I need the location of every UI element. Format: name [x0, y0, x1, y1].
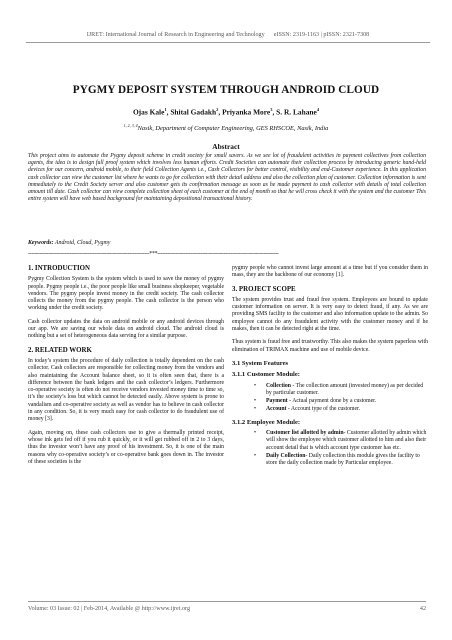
page-footer	[28, 606, 426, 612]
keywords-text: Android, Cloud, Pygmy	[54, 240, 111, 246]
journal-link[interactable]: http://www.ijret.org	[141, 606, 190, 612]
author-sup: 1	[164, 107, 167, 112]
customer-module-list	[232, 383, 428, 414]
list-item: • Account - Account type of the customer.	[254, 406, 361, 413]
author-list: Ojas Kale$^1$, Shital Gadakh$^2$, Priyanka More$^3$, S. R. Lahane$^4$	[132, 107, 320, 117]
affiliation	[20, 123, 432, 132]
bullet: •	[254, 398, 257, 405]
scope-paragraph: The system provides trust and fraud free system. Employees are bound to update customer information on server. It is very easy to detect fraud, if any. As we are providing SMS facility to the customer and also information update to the admin. So employee cannot do any fraudulent activity with the customer money and if he makes, then it can be detected right at the time.	[232, 296, 428, 333]
author: Priyanka More	[222, 107, 271, 117]
journal-header	[26, 32, 430, 38]
continued-paragraph: pygmy people who cannot invest large amount at a time but if you consider them in mass, they are the backbone of our economy [1].	[232, 265, 428, 279]
list-item: • Payment - Actual payment done by a customer.	[254, 398, 377, 405]
bullet: •	[254, 430, 257, 437]
project-scope-heading: 3. PROJECT SCOPE	[232, 285, 296, 293]
page-number: 42	[419, 606, 426, 612]
abstract-text: This project aims to automate the Pygmy deposit scheme in credit society for small savers. As we see lot of fraudulent activities in payment collectives from collection agents, the idea is to design full proof system which involves less human efforts. Credit Societies can automate their collection process by introducing generic hand-held devices for our concern, android mobile, to their field Collection Agents i.e., Cash Collectors for better control, visibility and end-Customer experience. In this application cash collector can view the customer list where he wants to go for collection with their detail address and also the collection plan of customer. Collection information is sent immediately to the Credit Society server and also customer gets its confirmation message as soon as he made payment to cash collector with details of total collection amount till date. Cash collector can view complete collection sheet of each customer at the end of month so that he will cross check it with the system and the customer This entire system will have web based background for maintaining depositional transactional history.	[28, 153, 426, 203]
author-sup: 2	[216, 107, 219, 112]
affiliation-text: Nasik, Department of Computer Engineering, GES RHSCOE, Nasik, India	[137, 125, 329, 133]
section-divider: -------------------------------------------------------------------------***-------------------------------------------------------------------------	[28, 251, 279, 257]
customer-module-heading: 3.1.1 Customer Module:	[232, 371, 301, 379]
employee-module-heading: 3.1.2 Employee Module:	[232, 418, 301, 426]
intro-paragraph: Pygmy Collection System is the system which is used to save the money of pygmy people. Pygmy people i.e., the poor people like small business shopkeeper, vegetable vendors. The pygmy people invest money in the credit society. The cash collector collects the money from the pygmy people. The cash collector is the person who working under the credit society.	[28, 276, 224, 312]
author-sup: 3	[270, 107, 273, 112]
employee-module-list	[232, 430, 428, 467]
related-work-paragraph: In today’s system the procedure of daily collection is totally dependent on the cash collector. Cash collectors are responsible for collecting money from the vendors and also maintaining the Account balance sheet, so it is often seen that, there is a difference between the bank ledgers and the cash collector’s ledgers. Furthermore co-operative society is often do not receive vendors invested money time to time so, it’s the society’s loss but which cannot be detected easily. Above system is prone to vandalism and co-operative society as well as vendor has to believe in cash collector in any condition. So, it is very much easy for cash collector to do fraudulent use of money [3].	[28, 357, 224, 423]
right-column	[232, 265, 428, 473]
author: Ojas Kale	[132, 107, 165, 117]
affiliation-sup: 1, 2, 3, 4	[123, 123, 138, 128]
system-features-heading: 3.1 System Features	[232, 359, 289, 367]
intro-heading: 1. INTRODUCTION	[28, 265, 91, 272]
keywords-label: Keywords:	[28, 240, 54, 246]
scope-paragraph: Thus system is fraud free and trustworthy. This also makes the system paperless with elimination of TRIMAX machine and use of mobile device.	[232, 339, 428, 353]
related-work-paragraph: Again, moving on, these cash collectors use to give a thermally printed receipt, whose ink gets fed off if you rub it quickly, or it will get rubbed off in 2 to 3 days, thus the investor won’t have any proof of his investment. So, it is one of the main reasons why co-operative society’s or co-operative bank goes down in. The investor of these societies is the	[28, 429, 224, 465]
list-item: • Collection - The collection amount (invested money) as per decided by particular customer.	[254, 382, 424, 396]
keywords	[28, 240, 426, 246]
bullet: •	[254, 406, 257, 413]
footer-text: Volume: 03 Issue: 02 | Feb-2014, Available @	[28, 606, 142, 612]
bullet: •	[254, 382, 257, 389]
abstract-heading: Abstract	[212, 142, 240, 151]
journal-issn: eISSN: 2319-1163 | pISSN: 2321-7308	[273, 32, 370, 38]
related-work-heading: 2. RELATED WORK	[28, 346, 92, 354]
intro-paragraph: Cash collector updates the data on android mobile or any android devices through our app. We are saving our whole data on android cloud. The android cloud is nothing but a set of heterogeneous data serving for a similar purpose.	[28, 318, 224, 340]
left-column	[28, 265, 224, 472]
author: Shital Gadakh	[170, 107, 217, 117]
paper-title: PYGMY DEPOSIT SYSTEM THROUGH ANDROID CLOUD	[72, 84, 380, 96]
bullet: •	[254, 452, 257, 459]
author-sup: 4	[316, 107, 320, 112]
header-rule	[26, 42, 430, 43]
list-item: • Customer list allotted by admin- Customer allotted by admin which will show the employee which customer allotted to him and also their account detail that is which account type customer has etc.	[254, 430, 427, 451]
footer-rule	[28, 601, 426, 602]
list-item: • Daily Collection- Daily collection this module gives the facility to store the daily collection made by Particular employee.	[254, 452, 420, 467]
author: S. R. Lahane	[276, 107, 317, 117]
journal-name: IJRET: International Journal of Research in Engineering and Technology	[86, 32, 265, 38]
